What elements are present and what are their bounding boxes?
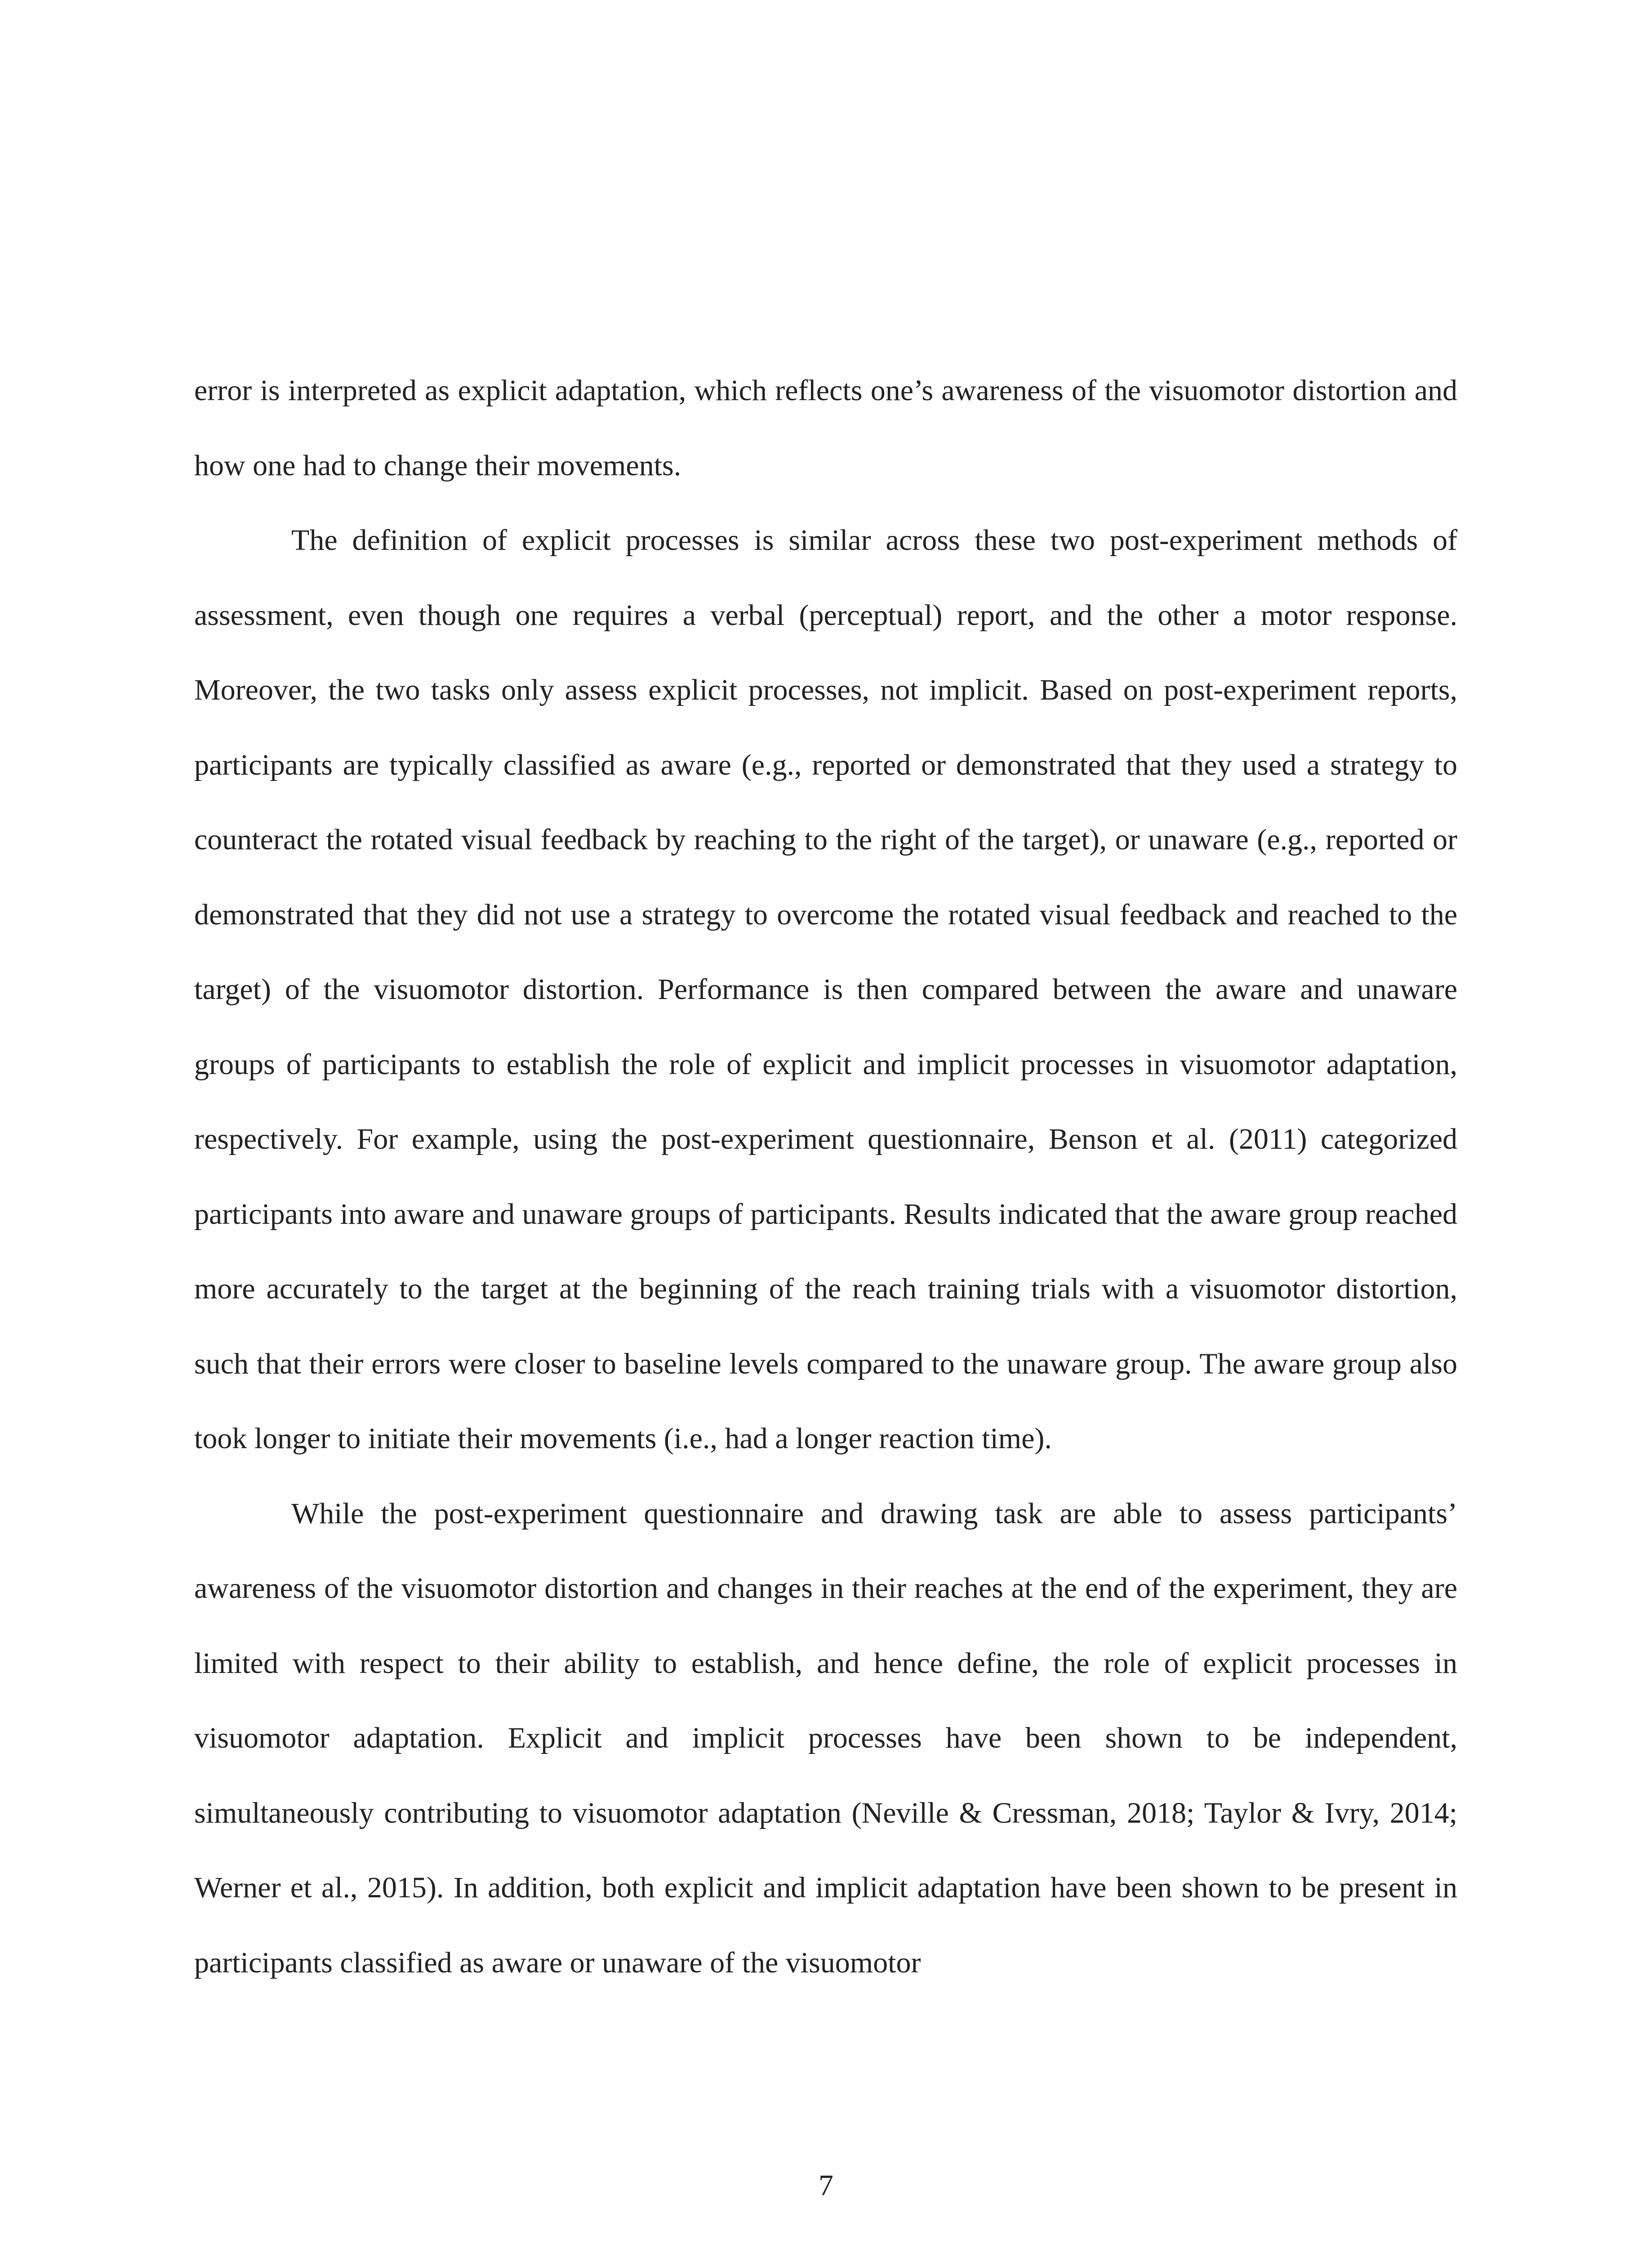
body-text [194, 353, 1457, 2000]
paragraph-3: While the post-experiment questionnaire and drawing task are able to assess participants’ awareness of the visuomotor distortion and changes in their reaches at the end of the experiment, they are limited with respect to their ability to establish, and hence define, the role of explicit processes in visuomotor adaptation. Explicit and implicit processes have been shown to be independent, simultaneously contributing to visuomotor adaptation (Neville & Cressman, 2018; Taylor & Ivry, 2014; Werner et al., 2015). In addition, both explicit and implicit adaptation have been shown to be present in participants classified as aware or unaware of the visuomotor [194, 1497, 1457, 1979]
page-number: 7 [819, 2169, 833, 2202]
paragraph-2: The definition of explicit processes is similar across these two post-experiment methods of assessment, even though one requires a verbal (perceptual) report, and the other a motor response. Moreover, the two tasks only assess explicit processes, not implicit. Based on post-experiment reports, participants are typically classified as aware (e.g., reported or demonstrated that they used a strategy to counteract the rotated visual feedback by reaching to the right of the target), or unaware (e.g., reported or demonstrated that they did not use a strategy to overcome the rotated visual feedback and reached to the target) of the visuomotor distortion. Performance is then compared between the aware and unaware groups of participants to establish the role of explicit and implicit processes in visuomotor adaptation, respectively. For example, using the post-experiment questionnaire, Benson et al. (2011) categorized participants into aware and unaware groups of participants. Results indicated that the aware group reached more accurately to the target at the beginning of the reach training trials with a visuomotor distortion, such that their errors were closer to baseline levels compared to the unaware group. The aware group also took longer to initiate their movements (i.e., had a longer reaction time). [194, 524, 1457, 1455]
paragraph-1: error is interpreted as explicit adaptation, which reflects one’s awareness of the visuomotor distortion and how one had to change their movements. [194, 374, 1457, 482]
